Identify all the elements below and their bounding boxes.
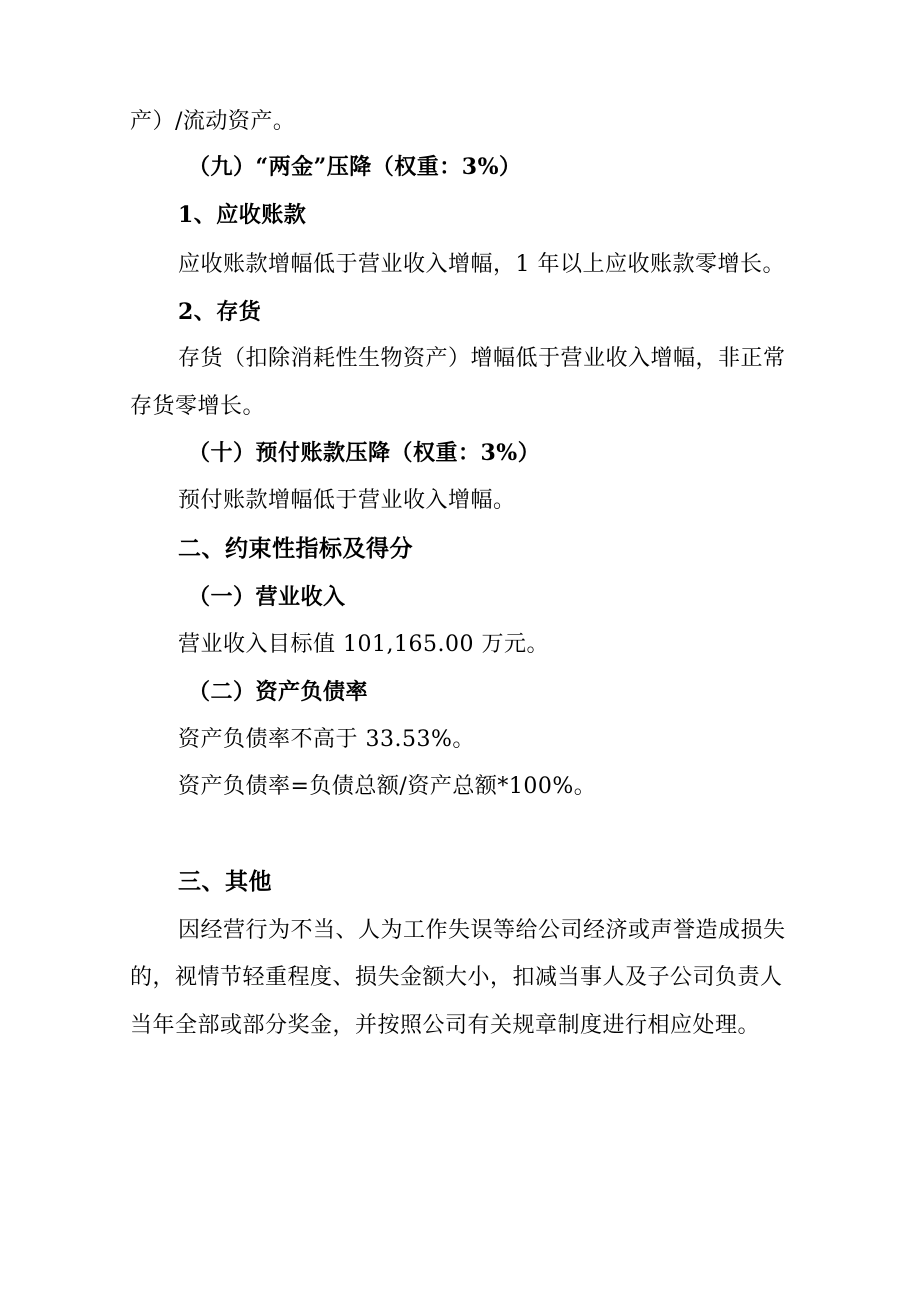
section-heading-nine: （九）“两金”压降（权重：3%） <box>188 154 522 180</box>
paragraph-other-line2: 的，视情节轻重程度、损失金额大小，扣减当事人及子公司负责人 <box>130 965 783 990</box>
paragraph-inventory-line2: 存货零增长。 <box>130 394 266 419</box>
paragraph-other-line1: 因经营行为不当、人为工作失误等给公司经济或声誉造成损失 <box>178 918 786 943</box>
paragraph-continuation: 产）/流动资产。 <box>130 109 296 134</box>
subheading-receivables: 1、应收账款 <box>178 202 307 228</box>
heading-other: 三、其他 <box>178 868 272 895</box>
subheading-inventory: 2、存货 <box>178 299 262 325</box>
paragraph-other-line3: 当年全部或部分奖金，并按照公司有关规章制度进行相应处理。 <box>130 1013 761 1038</box>
heading-constraint-indicators: 二、约束性指标及得分 <box>178 535 413 562</box>
section-heading-ten: （十）预付账款压降（权重：3%） <box>188 440 541 466</box>
paragraph-debt-ratio-limit: 资产负债率不高于 33.53%。 <box>178 727 475 752</box>
paragraph-prepayments: 预付账款增幅低于营业收入增幅。 <box>178 488 516 513</box>
subheading-operating-revenue: （一）营业收入 <box>188 584 346 610</box>
paragraph-inventory-line1: 存货（扣除消耗性生物资产）增幅低于营业收入增幅，非正常 <box>178 346 786 371</box>
paragraph-debt-ratio-formula: 资产负债率=负债总额/资产总额*100%。 <box>178 774 597 799</box>
paragraph-receivables: 应收账款增幅低于营业收入增幅，1 年以上应收账款零增长。 <box>178 252 785 277</box>
paragraph-revenue-target: 营业收入目标值 101,165.00 万元。 <box>178 632 549 657</box>
subheading-debt-ratio: （二）资产负债率 <box>188 679 369 705</box>
